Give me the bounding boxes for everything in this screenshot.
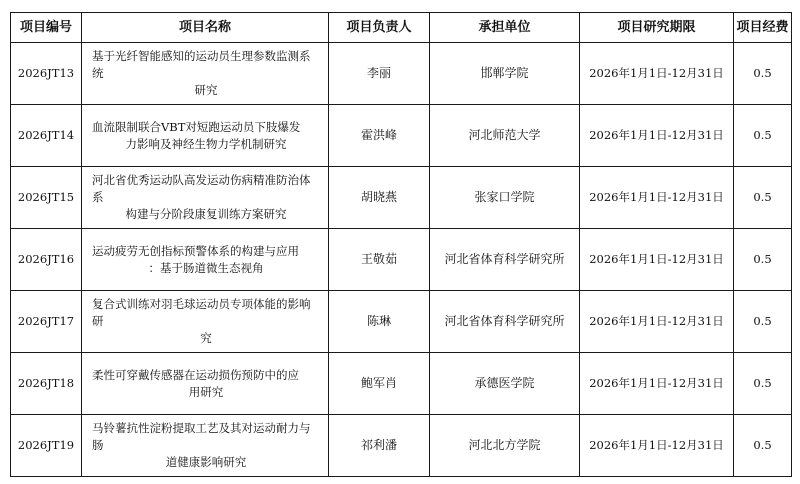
project-name-line: 河北省优秀运动队高发运动伤病精准防治体系 (92, 173, 311, 204)
project-leader-cell: 陈琳 (329, 291, 430, 353)
project-budget-cell: 0.5 (734, 43, 792, 105)
project-budget-cell: 0.5 (734, 415, 792, 477)
undertaking-unit-cell: 河北师范大学 (430, 105, 580, 167)
project-name-line: 运动疲劳无创指标预警体系的构建与应用 (92, 243, 299, 258)
project-code-cell: 2026JT19 (11, 415, 82, 477)
project-leader-cell: 胡晓燕 (329, 167, 430, 229)
header-project-budget: 项目经费 (734, 13, 792, 43)
project-name-line: 道健康影响研究 (165, 455, 247, 469)
project-code-cell: 2026JT17 (11, 291, 82, 353)
project-name-line: 基于光纤智能感知的运动员生理参数监测系统 (92, 49, 311, 80)
undertaking-unit-cell: 河北北方学院 (430, 415, 580, 477)
project-code-cell: 2026JT13 (11, 43, 82, 105)
table-row (11, 43, 792, 105)
header-project-name: 项目名称 (82, 13, 329, 43)
project-name-cell (82, 291, 329, 353)
project-name-line: 柔性可穿戴传感器在运动损伤预防中的应 (92, 367, 299, 382)
research-period-cell: 2026年1月1日-12月31日 (580, 415, 734, 477)
project-name-line: 研究 (194, 83, 218, 97)
undertaking-unit-cell: 河北省体育科学研究所 (430, 229, 580, 291)
table-row (11, 105, 792, 167)
project-name-line: 血流限制联合VBT对短跑运动员下肢爆发 (92, 119, 301, 134)
header-project-leader: 项目负责人 (329, 13, 430, 43)
project-budget-cell: 0.5 (734, 167, 792, 229)
header-project-code: 项目编号 (11, 13, 82, 43)
project-code-cell: 2026JT14 (11, 105, 82, 167)
project-code-cell: 2026JT15 (11, 167, 82, 229)
project-budget-cell: 0.5 (734, 353, 792, 415)
table-row (11, 353, 792, 415)
project-code-cell: 2026JT18 (11, 353, 82, 415)
table-body (11, 43, 792, 477)
project-leader-cell: 鲍军肖 (329, 353, 430, 415)
project-name-cell (82, 105, 329, 167)
project-leader-cell: 李丽 (329, 43, 430, 105)
research-period-cell: 2026年1月1日-12月31日 (580, 167, 734, 229)
project-name-line: ：基于肠道微生态视角 (148, 260, 264, 275)
project-name-line: 用研究 (188, 384, 224, 399)
project-budget-cell: 0.5 (734, 105, 792, 167)
project-name-cell (82, 43, 329, 105)
table-row (11, 415, 792, 477)
table-row (11, 291, 792, 353)
project-name-cell (82, 167, 329, 229)
research-period-cell: 2026年1月1日-12月31日 (580, 353, 734, 415)
project-name-cell (82, 415, 329, 477)
project-name-line: 复合式训练对羽毛球运动员专项体能的影响研 (92, 297, 311, 328)
research-period-cell: 2026年1月1日-12月31日 (580, 43, 734, 105)
table-row (11, 229, 792, 291)
project-name-line: 马铃薯抗性淀粉提取工艺及其对运动耐力与肠 (92, 421, 311, 452)
project-name-cell (82, 229, 329, 291)
research-period-cell: 2026年1月1日-12月31日 (580, 105, 734, 167)
project-code-cell: 2026JT16 (11, 229, 82, 291)
header-row (11, 13, 792, 43)
header-undertaking-unit: 承担单位 (430, 13, 580, 43)
project-budget-cell: 0.5 (734, 291, 792, 353)
undertaking-unit-cell: 邯郸学院 (430, 43, 580, 105)
project-name-line: 构建与分阶段康复训练方案研究 (125, 207, 287, 221)
project-table (10, 12, 792, 477)
project-name-line: 究 (200, 331, 212, 345)
header-research-period: 项目研究期限 (580, 13, 734, 43)
project-leader-cell: 祁利潘 (329, 415, 430, 477)
undertaking-unit-cell: 张家口学院 (430, 167, 580, 229)
project-budget-cell: 0.5 (734, 229, 792, 291)
table-header (11, 13, 792, 43)
undertaking-unit-cell: 承德医学院 (430, 353, 580, 415)
project-name-cell (82, 353, 329, 415)
undertaking-unit-cell: 河北省体育科学研究所 (430, 291, 580, 353)
research-period-cell: 2026年1月1日-12月31日 (580, 229, 734, 291)
table-row (11, 167, 792, 229)
project-leader-cell: 王敬茹 (329, 229, 430, 291)
project-leader-cell: 霍洪峰 (329, 105, 430, 167)
research-period-cell: 2026年1月1日-12月31日 (580, 291, 734, 353)
project-name-line: 力影响及神经生物力学机制研究 (125, 136, 287, 151)
